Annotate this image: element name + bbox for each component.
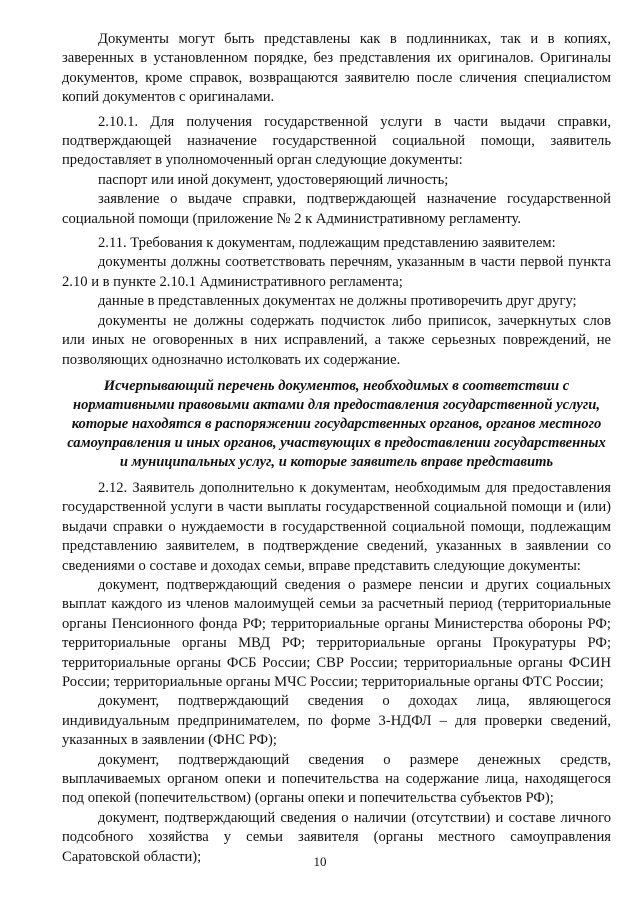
page-number: 10 [313, 854, 327, 869]
list-item-requirement-1: документы должны соответствовать перечням, указанным в части первой пункта 2.10 и в пункте 2.10.1 Административного регламента; [62, 254, 611, 290]
paragraph-2-10-1: 2.10.1. Для получения государственной услуги в части выдачи справки, подтверждающей назначение государственной социальной помощи, заявитель предоставляет в уполномоченный орган следующие документы: [62, 113, 611, 169]
document-page [62, 30, 611, 867]
list-item-requirement-3: документы не должны содержать подчисток либо приписок, зачеркнутых слов или иных не оговоренных в них исправлений, а также серьезных повреждений, не позволяющих однозначно истолковать их содержание. [62, 312, 611, 368]
list-item-pension-info: документ, подтверждающий сведения о размере пенсии и других социальных выплат каждого из членов малоимущей семьи за расчетный период (территориальные органы Пенсионного фонда РФ; территориальные органы Министерства обороны РФ; территориальные органы МВД РФ; территориальные органы Прокуратуры РФ; территориальные органы ФСБ России; СВР России; территориальные органы ФСИН России; территориальные органы МЧС России; территориальные органы ФТС России; [62, 576, 611, 690]
list-item-household-plot: документ, подтверждающий сведения о наличии (отсутствии) и составе личного подсобного хозяйства у семьи заявителя (органы местного самоуправления Саратовской области); [62, 809, 611, 865]
list-item-requirement-2: данные в представленных документах не должны противоречить друг другу; [98, 293, 577, 310]
list-item-entrepreneur-income: документ, подтверждающий сведения о доходах лица, являющегося индивидуальным предпринимателем, по форме 3-НДФЛ – для проверки сведений, указанных в заявлении (ФНС РФ); [62, 693, 611, 749]
section-heading: Исчерпывающий перечень документов, необходимых в соответствии с нормативными правовыми актами для предоставления государственной услуги, которые находятся в распоряжении государственных органов, органов местного самоуправления и иных органов, участвующих в предоставлении государственных и муниципальных услуг, и которые заявитель вправе представить [67, 377, 606, 470]
list-item-passport: паспорт или иной документ, удостоверяющий личность; [98, 171, 449, 188]
paragraph-2-11: 2.11. Требования к документам, подлежащим представлению заявителем: [98, 235, 556, 252]
list-item-guardianship-funds: документ, подтверждающий сведения о размере денежных средств, выплачиваемых органом опеки и попечительства на содержание лица, находящегося под опекой (попечительством) (органы опеки и попечительства субъектов РФ); [62, 751, 611, 807]
list-item-application: заявление о выдаче справки, подтверждающей назначение государственной социальной помощи (приложение № 2 к Административному регламенту. [62, 191, 611, 227]
paragraph-2-12: 2.12. Заявитель дополнительно к документам, необходимым для предоставления государственной услуги в части выплаты государственной социальной помощи и (или) выдачи справки о нуждаемости в государственной социальной помощи, подлежащим представлению заявителем, в подтверждение сведений, указанных в заявлении со сведениями о составе и доходах семьи, вправе представить следующие документы: [62, 479, 611, 574]
paragraph-documents-originals: Документы могут быть представлены как в подлинниках, так и в копиях, заверенных в установленном порядке, без представления их оригиналов. Оригиналы документов, кроме справок, возвращаются заявителю после сличения специалистом копий документов с оригиналами. [62, 31, 611, 106]
